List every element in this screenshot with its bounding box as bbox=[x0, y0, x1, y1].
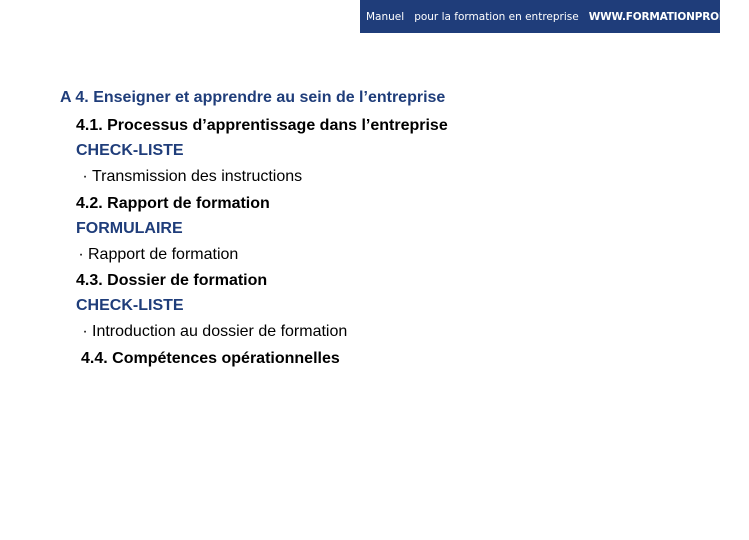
checklist-label: CHECK-LISTE bbox=[76, 297, 184, 314]
bullet-icon: · bbox=[78, 246, 84, 263]
section-heading-4-3: 4.3. Dossier de formation bbox=[76, 272, 268, 289]
section-heading-4-4: 4.4. Compétences opérationnelles bbox=[81, 350, 340, 367]
list-item-rapport[interactable] bbox=[74, 245, 238, 265]
bullet-icon: · bbox=[82, 168, 88, 185]
chapter-title: A 4. Enseigner et apprendre au sein de l’entreprise bbox=[60, 89, 446, 106]
header-website-link[interactable]: WWW.FORMATIONPROF.CH bbox=[588, 10, 745, 23]
header-bar bbox=[360, 0, 745, 33]
section-heading-4-1: 4.1. Processus d’apprentissage dans l’entreprise bbox=[76, 117, 448, 134]
section-heading-4-2: 4.2. Rapport de formation bbox=[76, 195, 270, 212]
list-item-transmission[interactable] bbox=[78, 167, 302, 187]
header-subtitle: pour la formation en entreprise bbox=[414, 10, 579, 23]
list-item-dossier[interactable] bbox=[78, 322, 347, 342]
list-item-label: Rapport de formation bbox=[88, 246, 239, 263]
form-label: FORMULAIRE bbox=[76, 220, 183, 237]
bullet-icon: · bbox=[82, 323, 88, 340]
list-item-label: Introduction au dossier de formation bbox=[92, 323, 348, 340]
checklist-label: CHECK-LISTE bbox=[76, 142, 184, 159]
list-item-label: Transmission des instructions bbox=[92, 168, 303, 185]
header-manual: Manuel bbox=[366, 10, 405, 23]
